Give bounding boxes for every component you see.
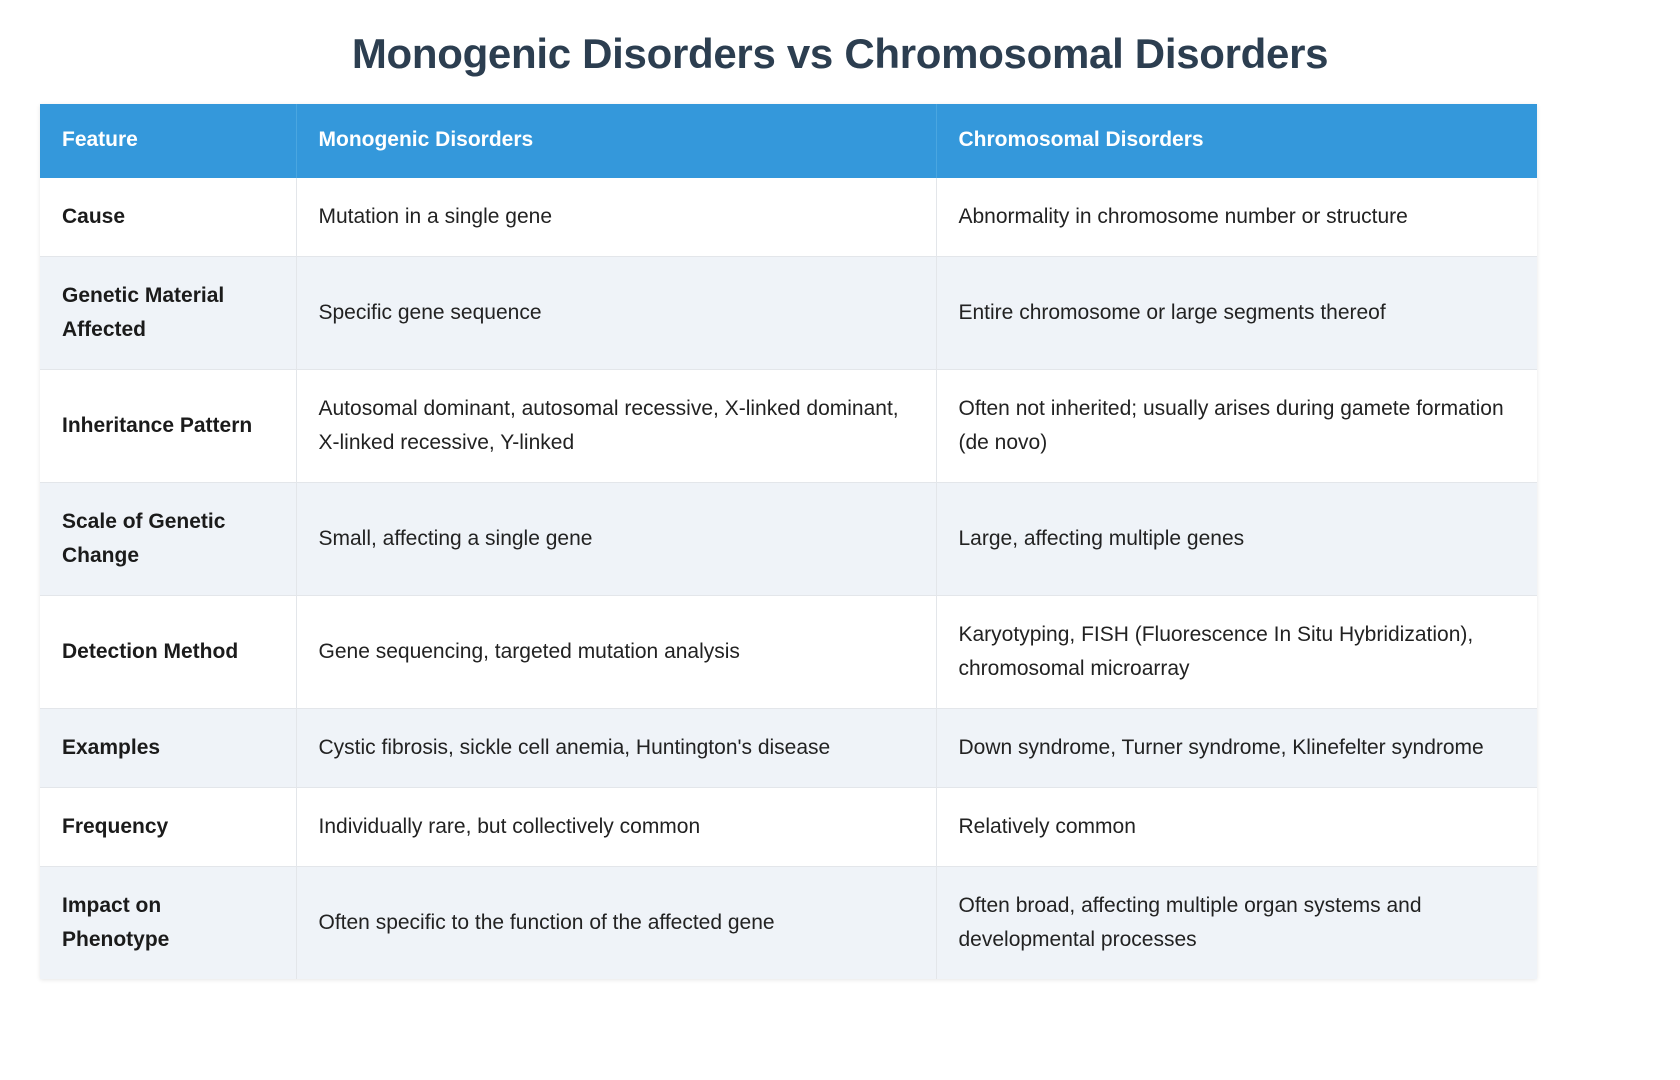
cell-feature: Impact on Phenotype <box>40 867 296 980</box>
comparison-table-container <box>40 104 1537 979</box>
table-header <box>40 104 1537 178</box>
cell-monogenic: Individually rare, but collectively common <box>296 788 936 867</box>
page-title: Monogenic Disorders vs Chromosomal Disorders <box>351 30 1329 77</box>
cell-chromosomal: Down syndrome, Turner syndrome, Klinefelter syndrome <box>936 709 1537 788</box>
cell-chromosomal: Often broad, affecting multiple organ systems and developmental processes <box>936 867 1537 980</box>
cell-monogenic: Often specific to the function of the affected gene <box>296 867 936 980</box>
cell-feature: Genetic Material Affected <box>40 257 296 370</box>
table-row <box>40 709 1537 788</box>
column-header-feature[interactable]: Feature <box>40 104 296 178</box>
cell-feature: Examples <box>40 709 296 788</box>
table-row <box>40 867 1537 980</box>
column-header-monogenic[interactable]: Monogenic Disorders <box>296 104 936 178</box>
cell-feature: Inheritance Pattern <box>40 370 296 483</box>
table-body <box>40 178 1537 979</box>
cell-monogenic: Cystic fibrosis, sickle cell anemia, Huntington's disease <box>296 709 936 788</box>
table-row <box>40 483 1537 596</box>
cell-feature: Frequency <box>40 788 296 867</box>
table-row <box>40 257 1537 370</box>
cell-chromosomal: Relatively common <box>936 788 1537 867</box>
table-header-row <box>40 104 1537 178</box>
cell-chromosomal: Abnormality in chromosome number or structure <box>936 178 1537 257</box>
comparison-table <box>40 104 1537 979</box>
cell-feature: Detection Method <box>40 596 296 709</box>
cell-chromosomal: Karyotyping, FISH (Fluorescence In Situ Hybridization), chromosomal microarray <box>936 596 1537 709</box>
cell-feature: Scale of Genetic Change <box>40 483 296 596</box>
cell-monogenic: Autosomal dominant, autosomal recessive, X-linked dominant, X-linked recessive, Y-linked <box>296 370 936 483</box>
cell-monogenic: Mutation in a single gene <box>296 178 936 257</box>
table-row <box>40 178 1537 257</box>
cell-monogenic: Small, affecting a single gene <box>296 483 936 596</box>
table-row <box>40 370 1537 483</box>
column-header-chromosomal[interactable]: Chromosomal Disorders <box>936 104 1537 178</box>
cell-feature: Cause <box>40 178 296 257</box>
cell-chromosomal: Often not inherited; usually arises during gamete formation (de novo) <box>936 370 1537 483</box>
table-row <box>40 596 1537 709</box>
cell-monogenic: Gene sequencing, targeted mutation analysis <box>296 596 936 709</box>
cell-chromosomal: Entire chromosome or large segments thereof <box>936 257 1537 370</box>
cell-chromosomal: Large, affecting multiple genes <box>936 483 1537 596</box>
table-row <box>40 788 1537 867</box>
cell-monogenic: Specific gene sequence <box>296 257 936 370</box>
